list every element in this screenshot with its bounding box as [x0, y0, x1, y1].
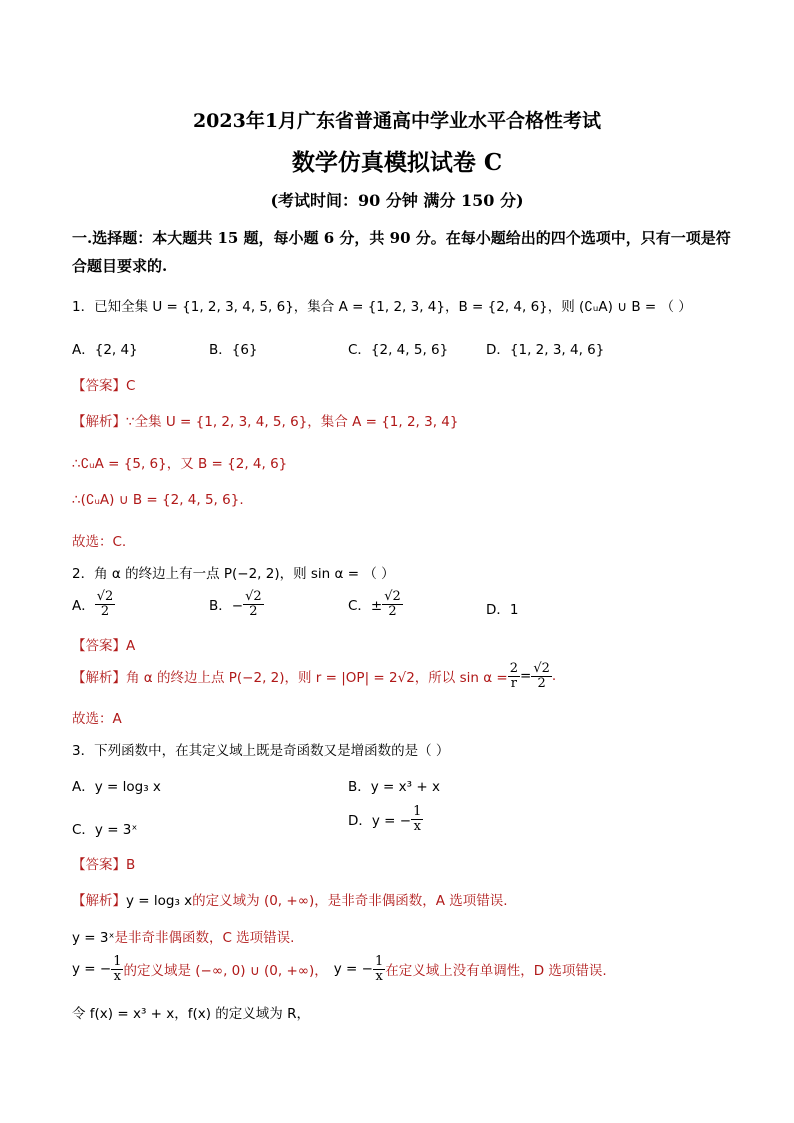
q3-answer: 【答案】B — [72, 857, 136, 873]
analysis-text: 的定义域是 (−∞, 0) ∪ (0, +∞)， — [123, 963, 328, 980]
q2-choose: 故选：A — [72, 711, 122, 727]
q3-option-c: C．y = 3ˣ — [72, 822, 138, 838]
analysis-text: ∵全集 U = {1, 2, 3, 4, 5, 6}，集合 A = {1, 2, 3, 4} — [126, 414, 459, 430]
q2-answer: 【答案】A — [72, 638, 136, 654]
q3-option-b: B．y = x³ + x — [348, 779, 440, 795]
fraction: $\frac{1}{x}$ — [113, 954, 122, 984]
math-expression: y = 3ˣ — [72, 930, 115, 946]
q1-analysis-1 — [72, 410, 458, 430]
q3-analysis-3 — [72, 955, 607, 983]
q2-option-a — [72, 590, 115, 618]
math-expression: y = − — [72, 961, 112, 978]
section-heading: 一.选择题：本大题共 15 题，每小题 6 分，共 90 分。在每小题给出的四个选项中，只有一项是符合题目要求的. — [72, 229, 731, 275]
analysis-text: 在定义域上没有单调性，D 选项错误. — [385, 963, 607, 980]
q3-option-d — [348, 805, 423, 833]
fraction: $\frac{√2}{2}$ — [245, 589, 262, 619]
period: . — [551, 668, 557, 685]
fraction: $\frac{2}{r}$ — [509, 661, 518, 691]
analysis-label: 【解析】 — [72, 414, 126, 430]
q1-answer: 【答案】C — [72, 378, 136, 394]
q3-analysis-4: 令 f(x) = x³ + x，f(x) 的定义域为 R， — [72, 1006, 310, 1022]
q1-choose: 故选：C. — [72, 534, 127, 550]
exam-title: 2023年1月广东省普通高中学业水平合格性考试 — [192, 110, 602, 132]
q3-option-a: A．y = log₃ x — [72, 779, 161, 795]
option-prefix: A． — [72, 598, 95, 615]
fraction: $\frac{√2}{2}$ — [96, 589, 114, 619]
q2-option-b — [209, 590, 264, 618]
option-prefix: C．± — [348, 598, 383, 615]
math-expression: y = log₃ x — [126, 893, 193, 909]
math-expression: y = − — [333, 961, 373, 978]
q1-option-c: C．{2, 4, 5, 6} — [348, 342, 449, 358]
analysis-label: 【解析】 — [72, 670, 126, 687]
analysis-label: 【解析】 — [72, 893, 126, 909]
fraction: $\frac{√2}{2}$ — [533, 661, 550, 691]
q3-stem: 3．下列函数中，在其定义域上既是奇函数又是增函数的是（ ） — [72, 743, 450, 759]
fraction: $\frac{√2}{2}$ — [384, 589, 401, 619]
q1-stem: 1．已知全集 U = {1, 2, 3, 4, 5, 6}，集合 A = {1, 2, 3, 4}，B = {2, 4, 6}，则 (∁ᵤA) ∪ B = （ ） — [72, 299, 692, 315]
fraction: $\frac{1}{x}$ — [374, 954, 384, 984]
exam-info: (考试时间：90 分钟 满分 150 分) — [270, 191, 524, 210]
q1-option-a: A．{2, 4} — [72, 342, 138, 358]
q1-analysis-2: ∴∁ᵤA = {5, 6}，又 B = {2, 4, 6} — [72, 456, 288, 472]
q3-analysis-1 — [72, 889, 508, 909]
q2-analysis-1 — [72, 662, 556, 690]
analysis-text: 角 α 的终边上点 P(−2, 2)，则 r = |OP| = 2√2，所以 sin α = — [126, 670, 508, 687]
paper-title: 数学仿真模拟试卷 C — [291, 149, 503, 176]
q1-option-d: D．{1, 2, 3, 4, 6} — [486, 342, 605, 358]
option-prefix: D．y = − — [348, 813, 412, 830]
q2-stem: 2．角 α 的终边上有一点 P(−2, 2)，则 sin α = （ ） — [72, 566, 395, 582]
q3-analysis-2 — [72, 926, 294, 946]
analysis-text: 是非奇非偶函数，C 选项错误. — [114, 930, 295, 946]
q2-option-c — [348, 590, 403, 618]
analysis-text: 的定义域为 (0, +∞)，是非奇非偶函数，A 选项错误. — [192, 893, 508, 909]
q1-analysis-3: ∴(∁ᵤA) ∪ B = {2, 4, 5, 6}. — [72, 492, 244, 508]
option-prefix: B．− — [209, 598, 244, 615]
equals: = — [520, 668, 532, 685]
q2-option-d: D．1 — [486, 602, 519, 618]
fraction: $\frac{1}{x}$ — [413, 804, 422, 834]
q1-option-b: B．{6} — [209, 342, 258, 358]
